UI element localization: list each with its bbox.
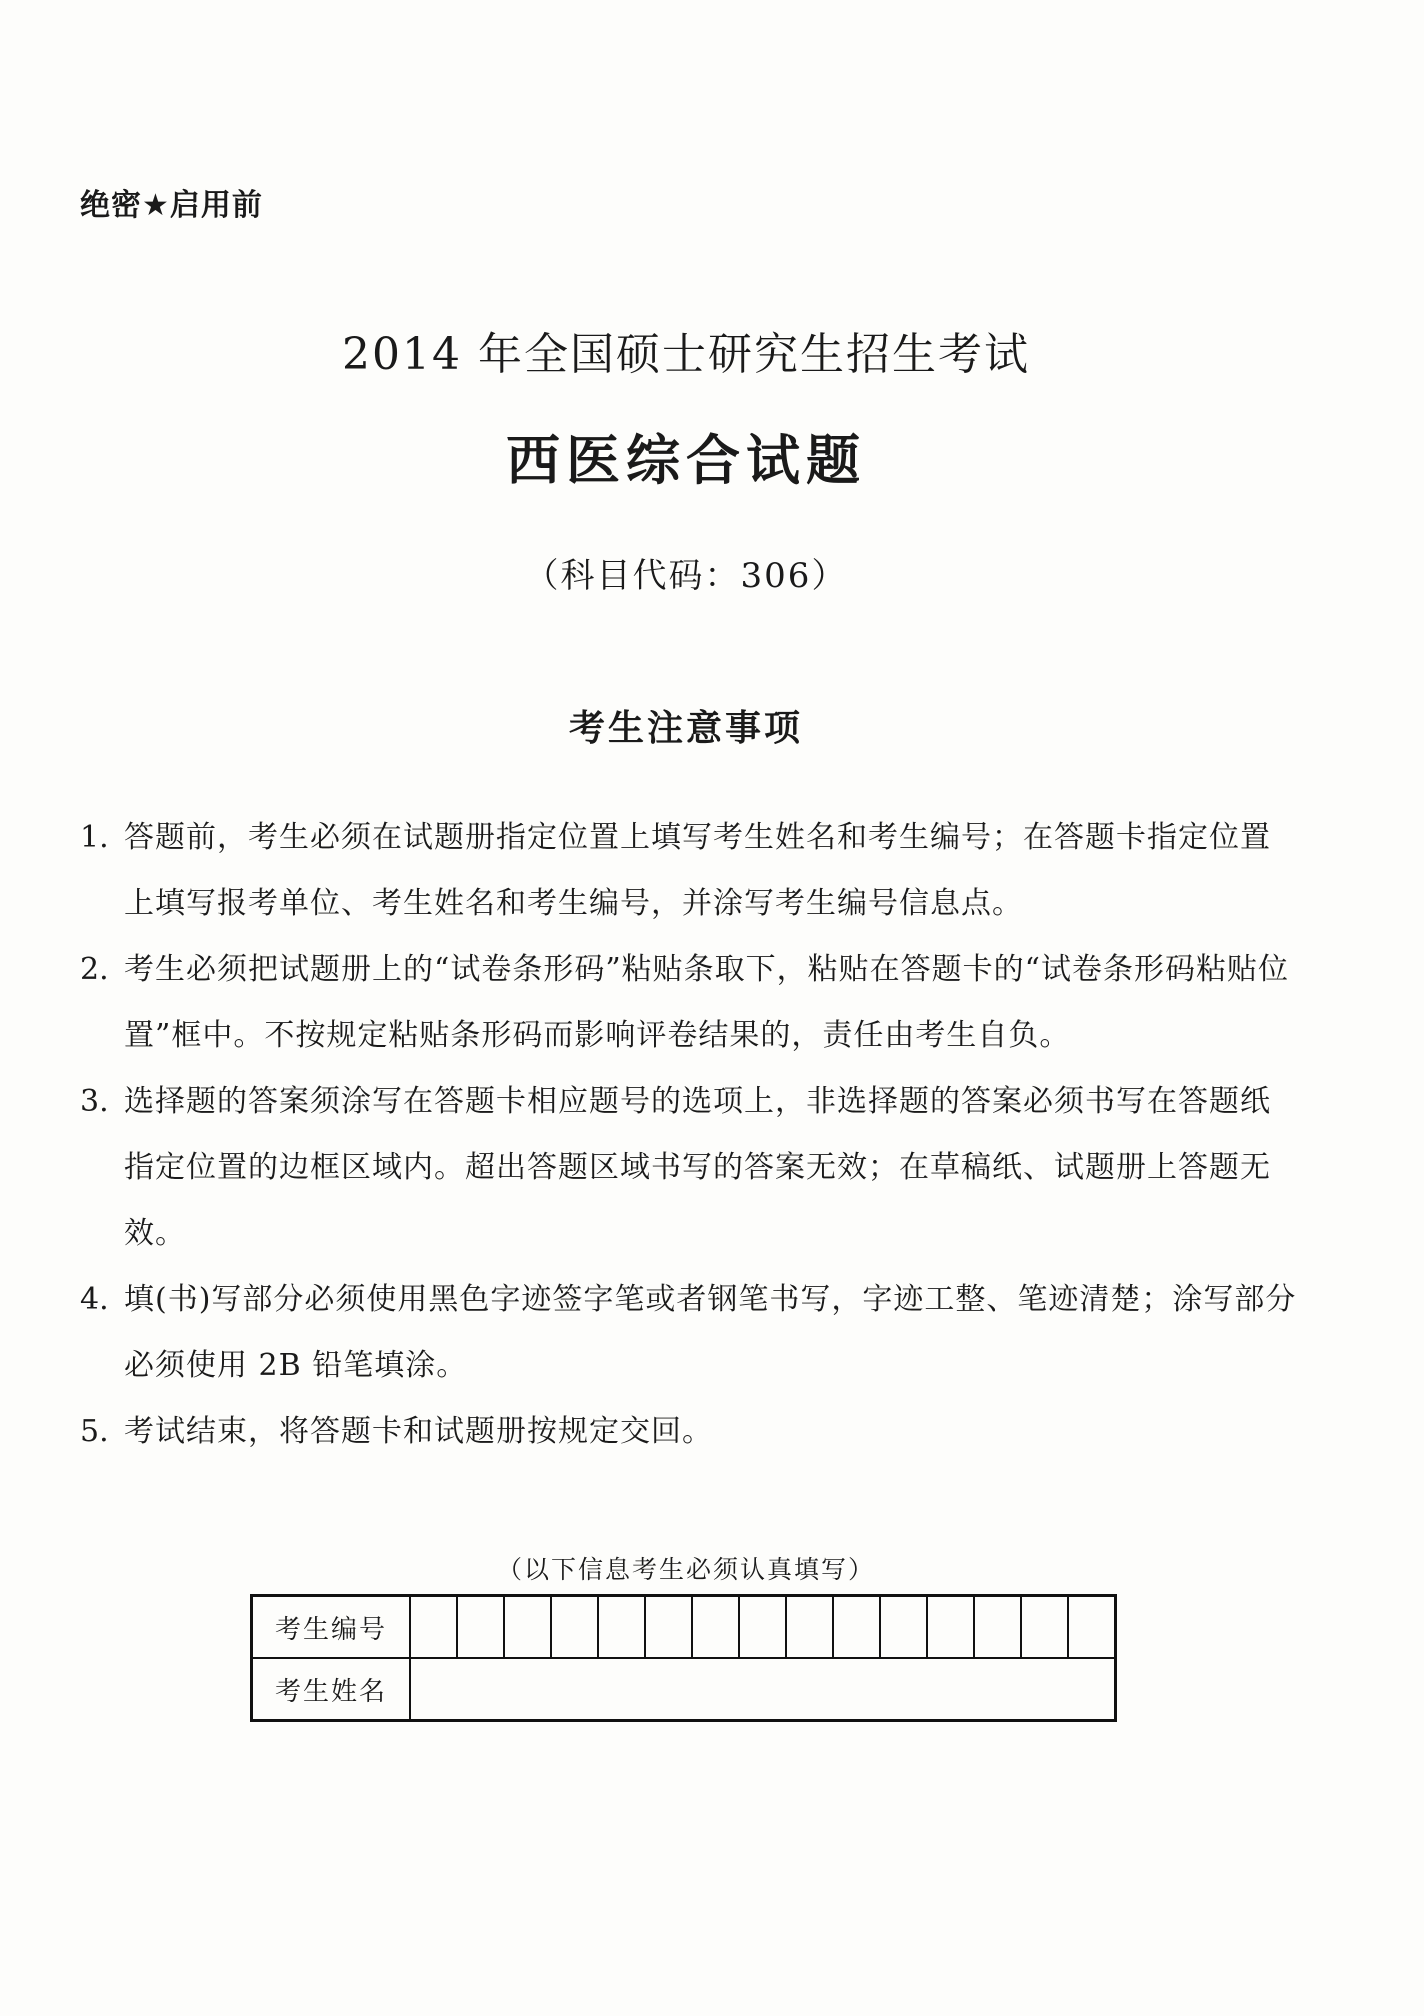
name-row xyxy=(252,1658,1116,1721)
exam-number-digit-box[interactable] xyxy=(504,1596,551,1659)
exam-number-digit-box[interactable] xyxy=(551,1596,598,1659)
exam-number-row xyxy=(252,1596,1116,1659)
exam-number-digit-box[interactable] xyxy=(1068,1596,1116,1659)
notice-text: 考生必须把试题册上的“试卷条形码”粘贴条取下，粘贴在答题卡的“试卷条形码粘贴位置”框中。不按规定粘贴条形码而影响评卷结果的，责任由考生自负。 xyxy=(124,952,1290,1053)
subject-code: （科目代码：306） xyxy=(524,556,848,596)
name-field[interactable] xyxy=(410,1658,1116,1721)
exam-number-digit-box[interactable] xyxy=(598,1596,645,1659)
exam-number-digit-box[interactable] xyxy=(410,1596,457,1659)
exam-number-digit-box[interactable] xyxy=(880,1596,927,1659)
notice-text: 考试结束，将答题卡和试题册按规定交回。 xyxy=(124,1414,713,1449)
notice-item xyxy=(80,937,1300,1069)
fill-instruction: （以下信息考生必须认真填写） xyxy=(496,1555,875,1584)
notice-item xyxy=(80,805,1300,937)
exam-number-digit-box[interactable] xyxy=(927,1596,974,1659)
candidate-info-table xyxy=(250,1594,1117,1722)
exam-number-digit-box[interactable] xyxy=(1021,1596,1068,1659)
name-label: 考生姓名 xyxy=(252,1658,411,1721)
exam-number-digit-box[interactable] xyxy=(645,1596,692,1659)
notice-number: 5. xyxy=(80,1414,109,1449)
secret-mark: 绝密★启用前 xyxy=(80,188,263,223)
exam-number-digit-box[interactable] xyxy=(833,1596,880,1659)
notice-number: 4. xyxy=(80,1282,109,1317)
exam-number-label: 考生编号 xyxy=(252,1596,411,1659)
notice-number: 1. xyxy=(80,820,109,855)
subject-title: 西医综合试题 xyxy=(506,429,866,492)
exam-number-digit-box[interactable] xyxy=(457,1596,504,1659)
notice-number: 2. xyxy=(80,952,109,987)
notice-text: 选择题的答案须涂写在答题卡相应题号的选项上，非选择题的答案必须书写在答题纸指定位置的边框区域内。超出答题区域书写的答案无效；在草稿纸、试题册上答题无效。 xyxy=(124,1084,1271,1251)
notice-list xyxy=(80,805,1300,1465)
notice-text: 填(书)写部分必须使用黑色字迹签字笔或者钢笔书写，字迹工整、笔迹清楚；涂写部分必须使用 2B 铅笔填涂。 xyxy=(124,1282,1297,1383)
exam-number-digit-box[interactable] xyxy=(692,1596,739,1659)
exam-title: 2014 年全国硕士研究生招生考试 xyxy=(342,329,1030,380)
notice-item xyxy=(80,1069,1300,1267)
exam-number-digit-box[interactable] xyxy=(739,1596,786,1659)
notice-item xyxy=(80,1399,1300,1465)
notice-item xyxy=(80,1267,1300,1399)
exam-number-digit-box[interactable] xyxy=(974,1596,1021,1659)
exam-number-digit-box[interactable] xyxy=(786,1596,833,1659)
notice-text: 答题前，考生必须在试题册指定位置上填写考生姓名和考生编号；在答题卡指定位置上填写报考单位、考生姓名和考生编号，并涂写考生编号信息点。 xyxy=(124,820,1271,921)
notice-heading: 考生注意事项 xyxy=(568,708,803,749)
notice-number: 3. xyxy=(80,1084,109,1119)
